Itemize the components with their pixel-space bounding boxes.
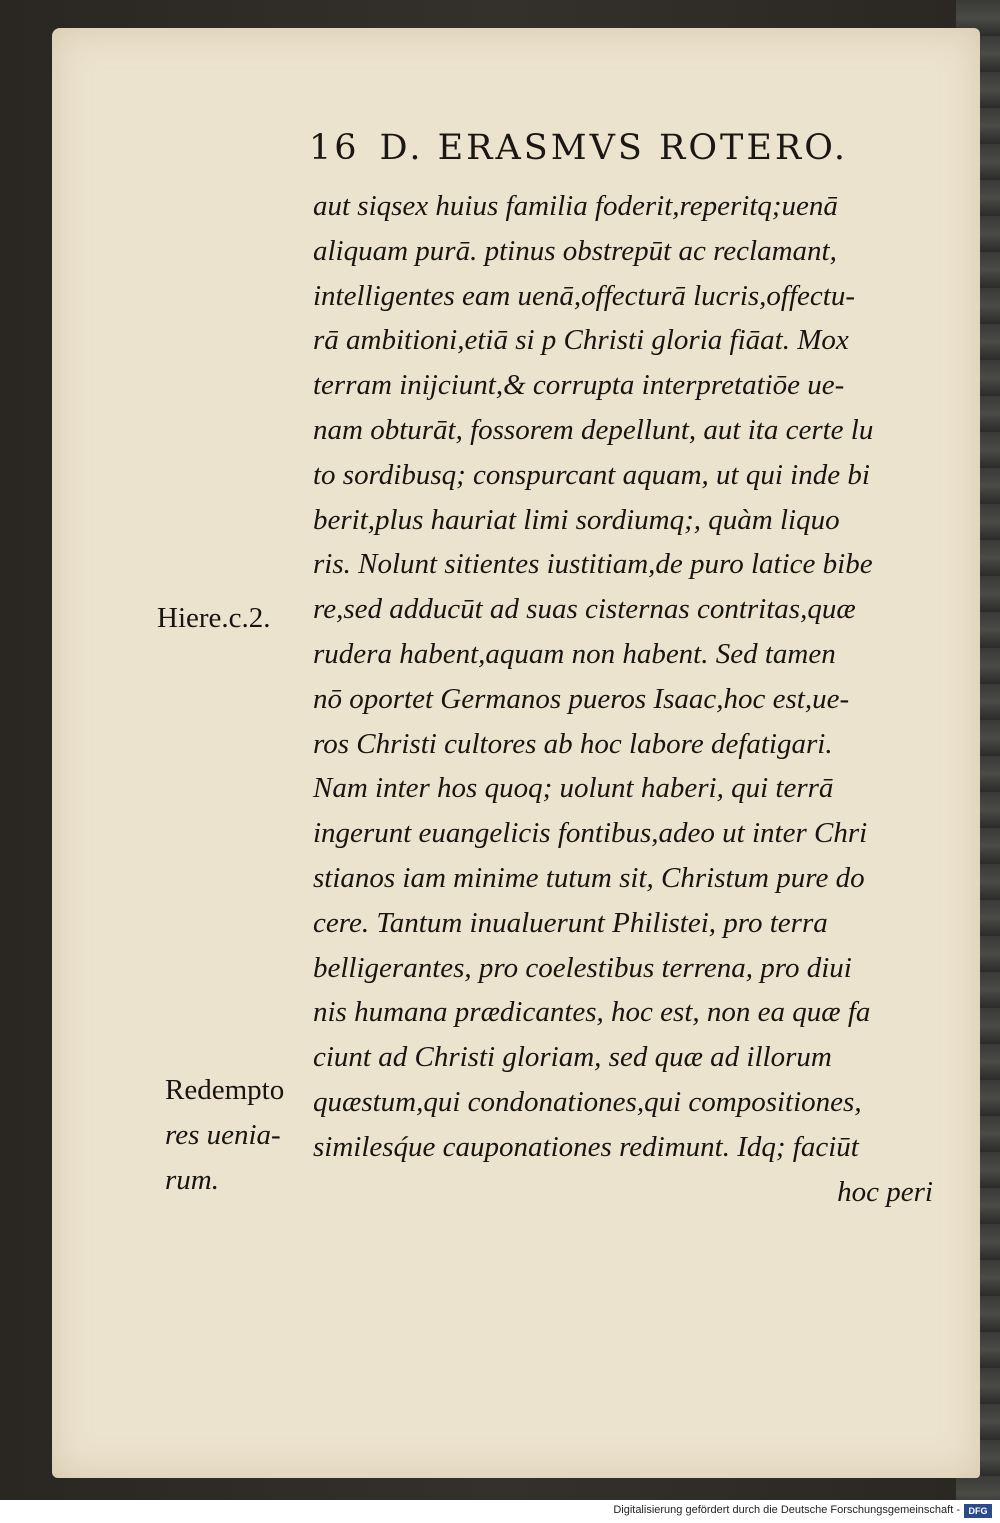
catchword: hoc peri	[837, 1175, 933, 1208]
margin-note-redemptores	[165, 1068, 284, 1202]
text-line: berit,plus hauriat limi sordiumq;, quàm liquo	[313, 503, 840, 536]
text-line: terram inijciunt,& corrupta interpretatiōe ue-	[313, 369, 845, 402]
digitization-footer	[0, 1500, 1000, 1523]
text-line: ingerunt euangelicis fontibus,adeo ut inter Chri	[313, 817, 868, 850]
text-line: aliquam purā. ptinus obstrepūt ac reclamant,	[313, 234, 837, 267]
margin-note-line: res uenia-	[165, 1118, 281, 1151]
text-line: ciunt ad Christi gloriam, sed quæ ad illorum	[313, 1041, 832, 1074]
text-line: rā ambitioni,etiā si p Christi gloria fiāat. Mox	[313, 324, 849, 357]
text-line: stianos iam minime tutum sit, Christum pure do	[313, 861, 865, 894]
funding-credit: Digitalisierung gefördert durch die Deutsche Forschungsgemeinschaft -	[613, 1504, 960, 1516]
page-number: 16	[309, 128, 360, 168]
margin-note-line: rum.	[165, 1163, 219, 1196]
running-header	[309, 128, 909, 178]
text-line: similesq́ue cauponationes redimunt. Idq; faciūt	[313, 1130, 859, 1163]
text-line: ros Christi cultores ab hoc labore defatigari.	[313, 727, 833, 760]
text-line: intelligentes eam uenā,offecturā lucris,offectu-	[313, 279, 856, 312]
main-text-block	[313, 184, 933, 1214]
text-line: rudera habent,aquam non habent. Sed tamen	[313, 637, 836, 670]
running-title: D. ERASMVS ROTERO.	[379, 128, 849, 168]
text-line: re,sed adducūt ad suas cisternas contritas,quæ	[313, 593, 856, 626]
margin-note-line: Redempto	[165, 1074, 285, 1106]
text-line: to sordibusq; conspurcant aquam, ut qui inde bi	[313, 458, 870, 491]
text-line: nō oportet Germanos pueros Isaac,hoc est,ue-	[313, 682, 850, 715]
text-line: nis humana prædicantes, hoc est, non ea quæ fa	[313, 996, 871, 1029]
text-line: cere. Tantum inualuerunt Philistei, pro terra	[313, 906, 828, 939]
text-line: belligerantes, pro coelestibus terrena, pro diui	[313, 951, 852, 984]
text-line: nam obturāt, fossorem depellunt, aut ita certe lu	[313, 413, 874, 446]
margin-note-scripture-reference: Hiere.c.2.	[157, 602, 271, 634]
text-line: quæstum,qui condonationes,qui compositiones,	[313, 1085, 862, 1118]
text-line: aut siqsex huius familia foderit,reperitq;uenā	[313, 190, 838, 222]
text-line: ris. Nolunt sitientes iustitiam,de puro latice bibe	[313, 548, 873, 581]
dfg-logo: DFG	[964, 1504, 992, 1518]
text-line: Nam inter hos quoq; uolunt haberi, qui terrā	[313, 772, 834, 805]
